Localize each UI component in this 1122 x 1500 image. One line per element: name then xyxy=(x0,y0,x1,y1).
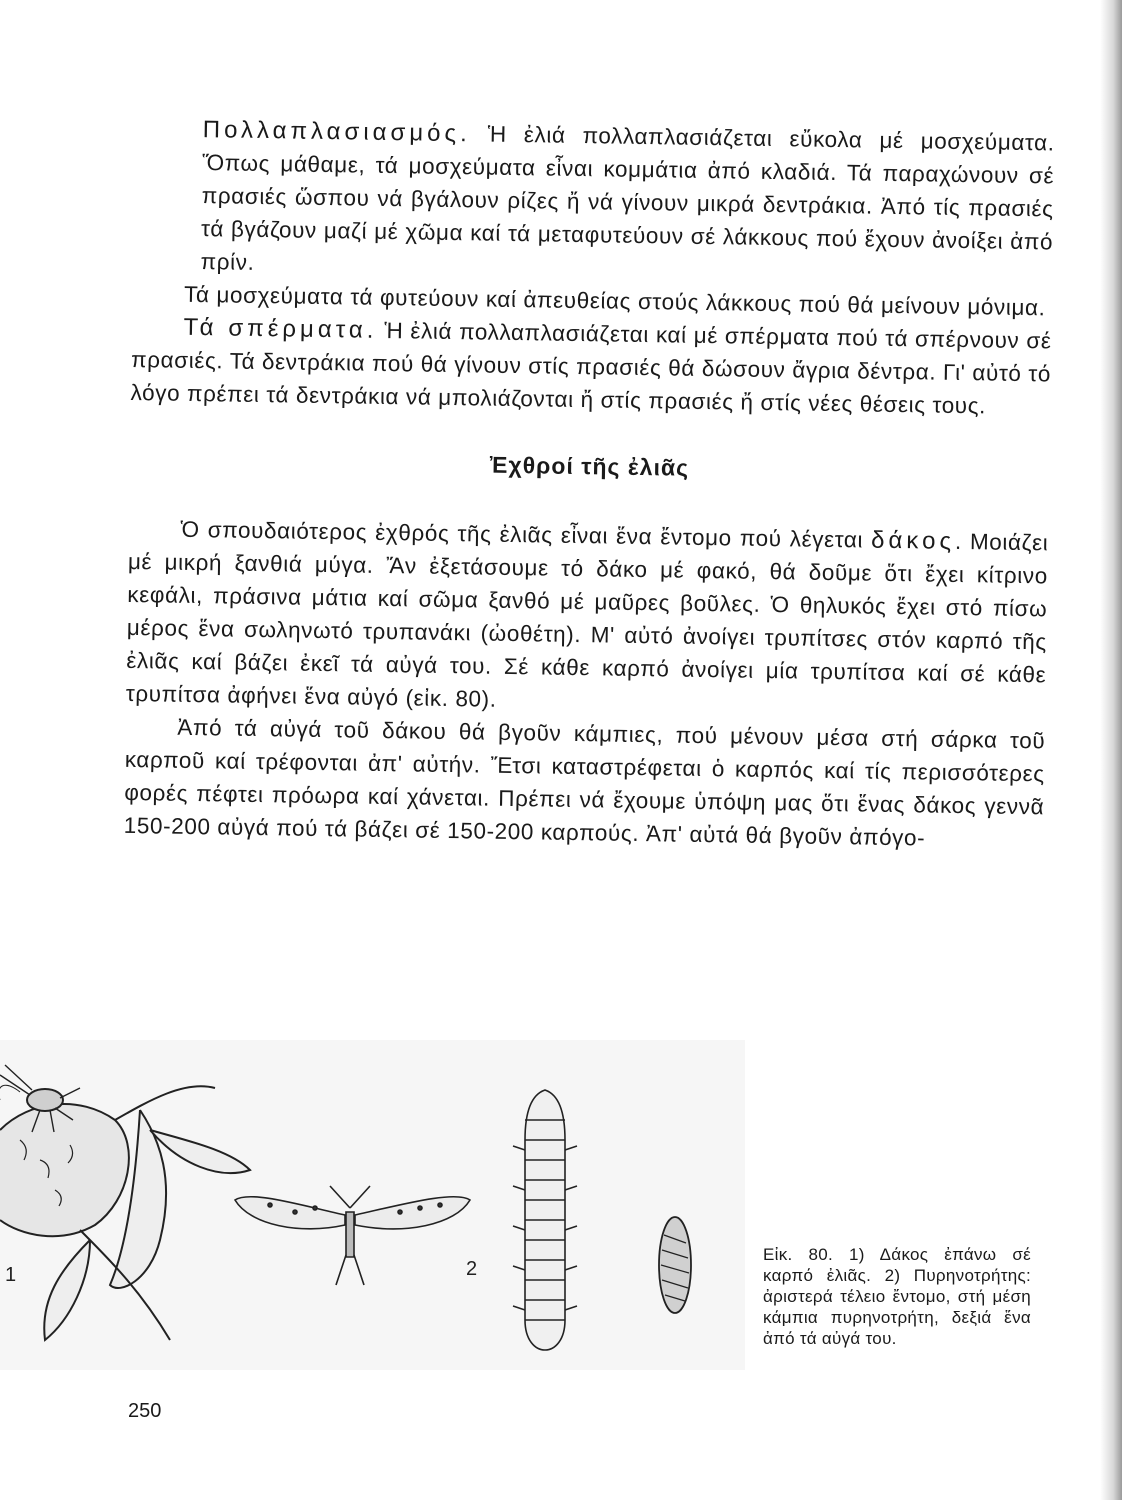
term-dacus: δάκος xyxy=(870,526,956,555)
figure-label-1: 1 xyxy=(5,1264,17,1286)
figure-80 xyxy=(0,1040,745,1370)
paragraph-text: Ὁ σπουδαιότερος ἐχθρός τῆς ἐλιᾶς εἶναι ἕνα ἔντομο πού λέγεται xyxy=(180,516,872,553)
section-lead-propagation: Πολλαπλασιασμός. xyxy=(202,116,471,148)
page-number: 250 xyxy=(128,1400,162,1422)
paragraph-dacus xyxy=(126,512,1049,724)
olive-fruit-with-fly-icon xyxy=(0,1065,250,1340)
section-lead-seeds: Τά σπέρματα. xyxy=(183,313,378,344)
moth-icon xyxy=(235,1186,470,1285)
paragraph-text: Τά μοσχεύματα τά φυτεύουν καί ἀπευθείας στούς λάκκους πού θά μείνουν μόνιμα. xyxy=(183,281,1046,321)
paragraph-text: . Μοιάζει μέ μικρή ξανθιά μύγα. Ἄν ἐξετάσουμε τό δάκο μέ φακό, θά δοῦμε ὅτι ἔχει κίτρινο κεφάλι, πράσινα μάτια καί σῶμα ξανθό μέ μαῦρες βοῦλες. Ὁ θηλυκός ἔχει στό πίσω μέρος ἕνα σωληνωτό τρυπανάκι (ὠοθέτη). Μ' αὐτό ἀνοίγει τρυπίτσες στόν καρπό τῆς ἐλιᾶς καί βάζει ἐκεῖ τά αὐγά του. Σέ κάθε καρπό ἀνοίγει μία τρυπίτσα καί σέ κάθε τρυπίτσα ἀφήνει ἕνα αὐγό (εἰκ. 80). xyxy=(125,528,1049,712)
paragraph-larvae xyxy=(124,710,1046,856)
main-text xyxy=(124,112,1055,856)
paragraph-propagation xyxy=(132,112,1054,291)
section-heading-enemies: Ἐχθροί τῆς ἐλιᾶς xyxy=(489,451,690,481)
paragraph-text: Ἡ ἐλιά πολλαπλασιάζεται καί μέ σπέρματα πού τά σπέρνουν σέ πρασιές. Τά δεντράκια πού θά γίνουν στίς πρασιές θά δώσουν ἄγρια δέντρα. Γι' αὐτό τό λόγο πρέπει τά δεντράκια νά μπολιάζονται ἤ στίς πρασιές ἤ στίς νέες θέσεις τους. xyxy=(130,317,1052,419)
egg-icon xyxy=(659,1217,691,1313)
book-spine-shadow xyxy=(1100,0,1122,1500)
figure-caption: Εἰκ. 80. 1) Δάκος ἐπάνω σέ καρπό ἐλιᾶς. 2) Πυρηνοτρήτης: ἀριστερά τέλειο ἔντομο, στή μέση κάμπια πυρηνοτρήτη, δεξιά ἕνα ἀπό τά αὐγά του. xyxy=(763,1245,1031,1348)
paragraph-text: Ἀπό τά αὐγά τοῦ δάκου θά βγοῦν κάμπιες, πού μένουν μέσα στή σάρκα τοῦ καρποῦ καί τρέφονται ἀπ' αὐτήν. Ἔτσι καταστρέφεται ὁ καρπός καί τίς περισσότερες φορές πέφτει πρόωρα καί χάνεται. Πρέπει νά ἔχουμε ὑπόψη μας ὅτι ἕνας δάκος γεννᾶ 150-200 αὐγά πού τά βάζει σέ 150-200 καρπούς. Ἀπ' αὐτά θά βγοῦν ἀπόγο- xyxy=(123,714,1046,851)
figure-illustration xyxy=(0,1040,745,1370)
caterpillar-icon xyxy=(513,1090,577,1350)
paragraph-text: Ἡ ἐλιά πολλαπλασιάζεται εὔκολα μέ μοσχεύματα. Ὅπως μάθαμε, τά μοσχεύματα εἶναι κομμάτια ἀπό κλαδιά. Τά παραχώνουν σέ πρασιές ὥσπου νά βγάλουν ρίζες ἤ νά γίνουν μικρά δεντράκια. Ἀπό τίς πρασιές τά βγάζουν μαζί μέ χῶμα καί τά μεταφυτεύουν σέ λάκκους πού ἔχουν ἀνοίξει ἀπό πρίν. xyxy=(200,121,1055,275)
figure-label-2: 2 xyxy=(466,1258,478,1280)
paragraph-seeds xyxy=(130,310,1051,423)
